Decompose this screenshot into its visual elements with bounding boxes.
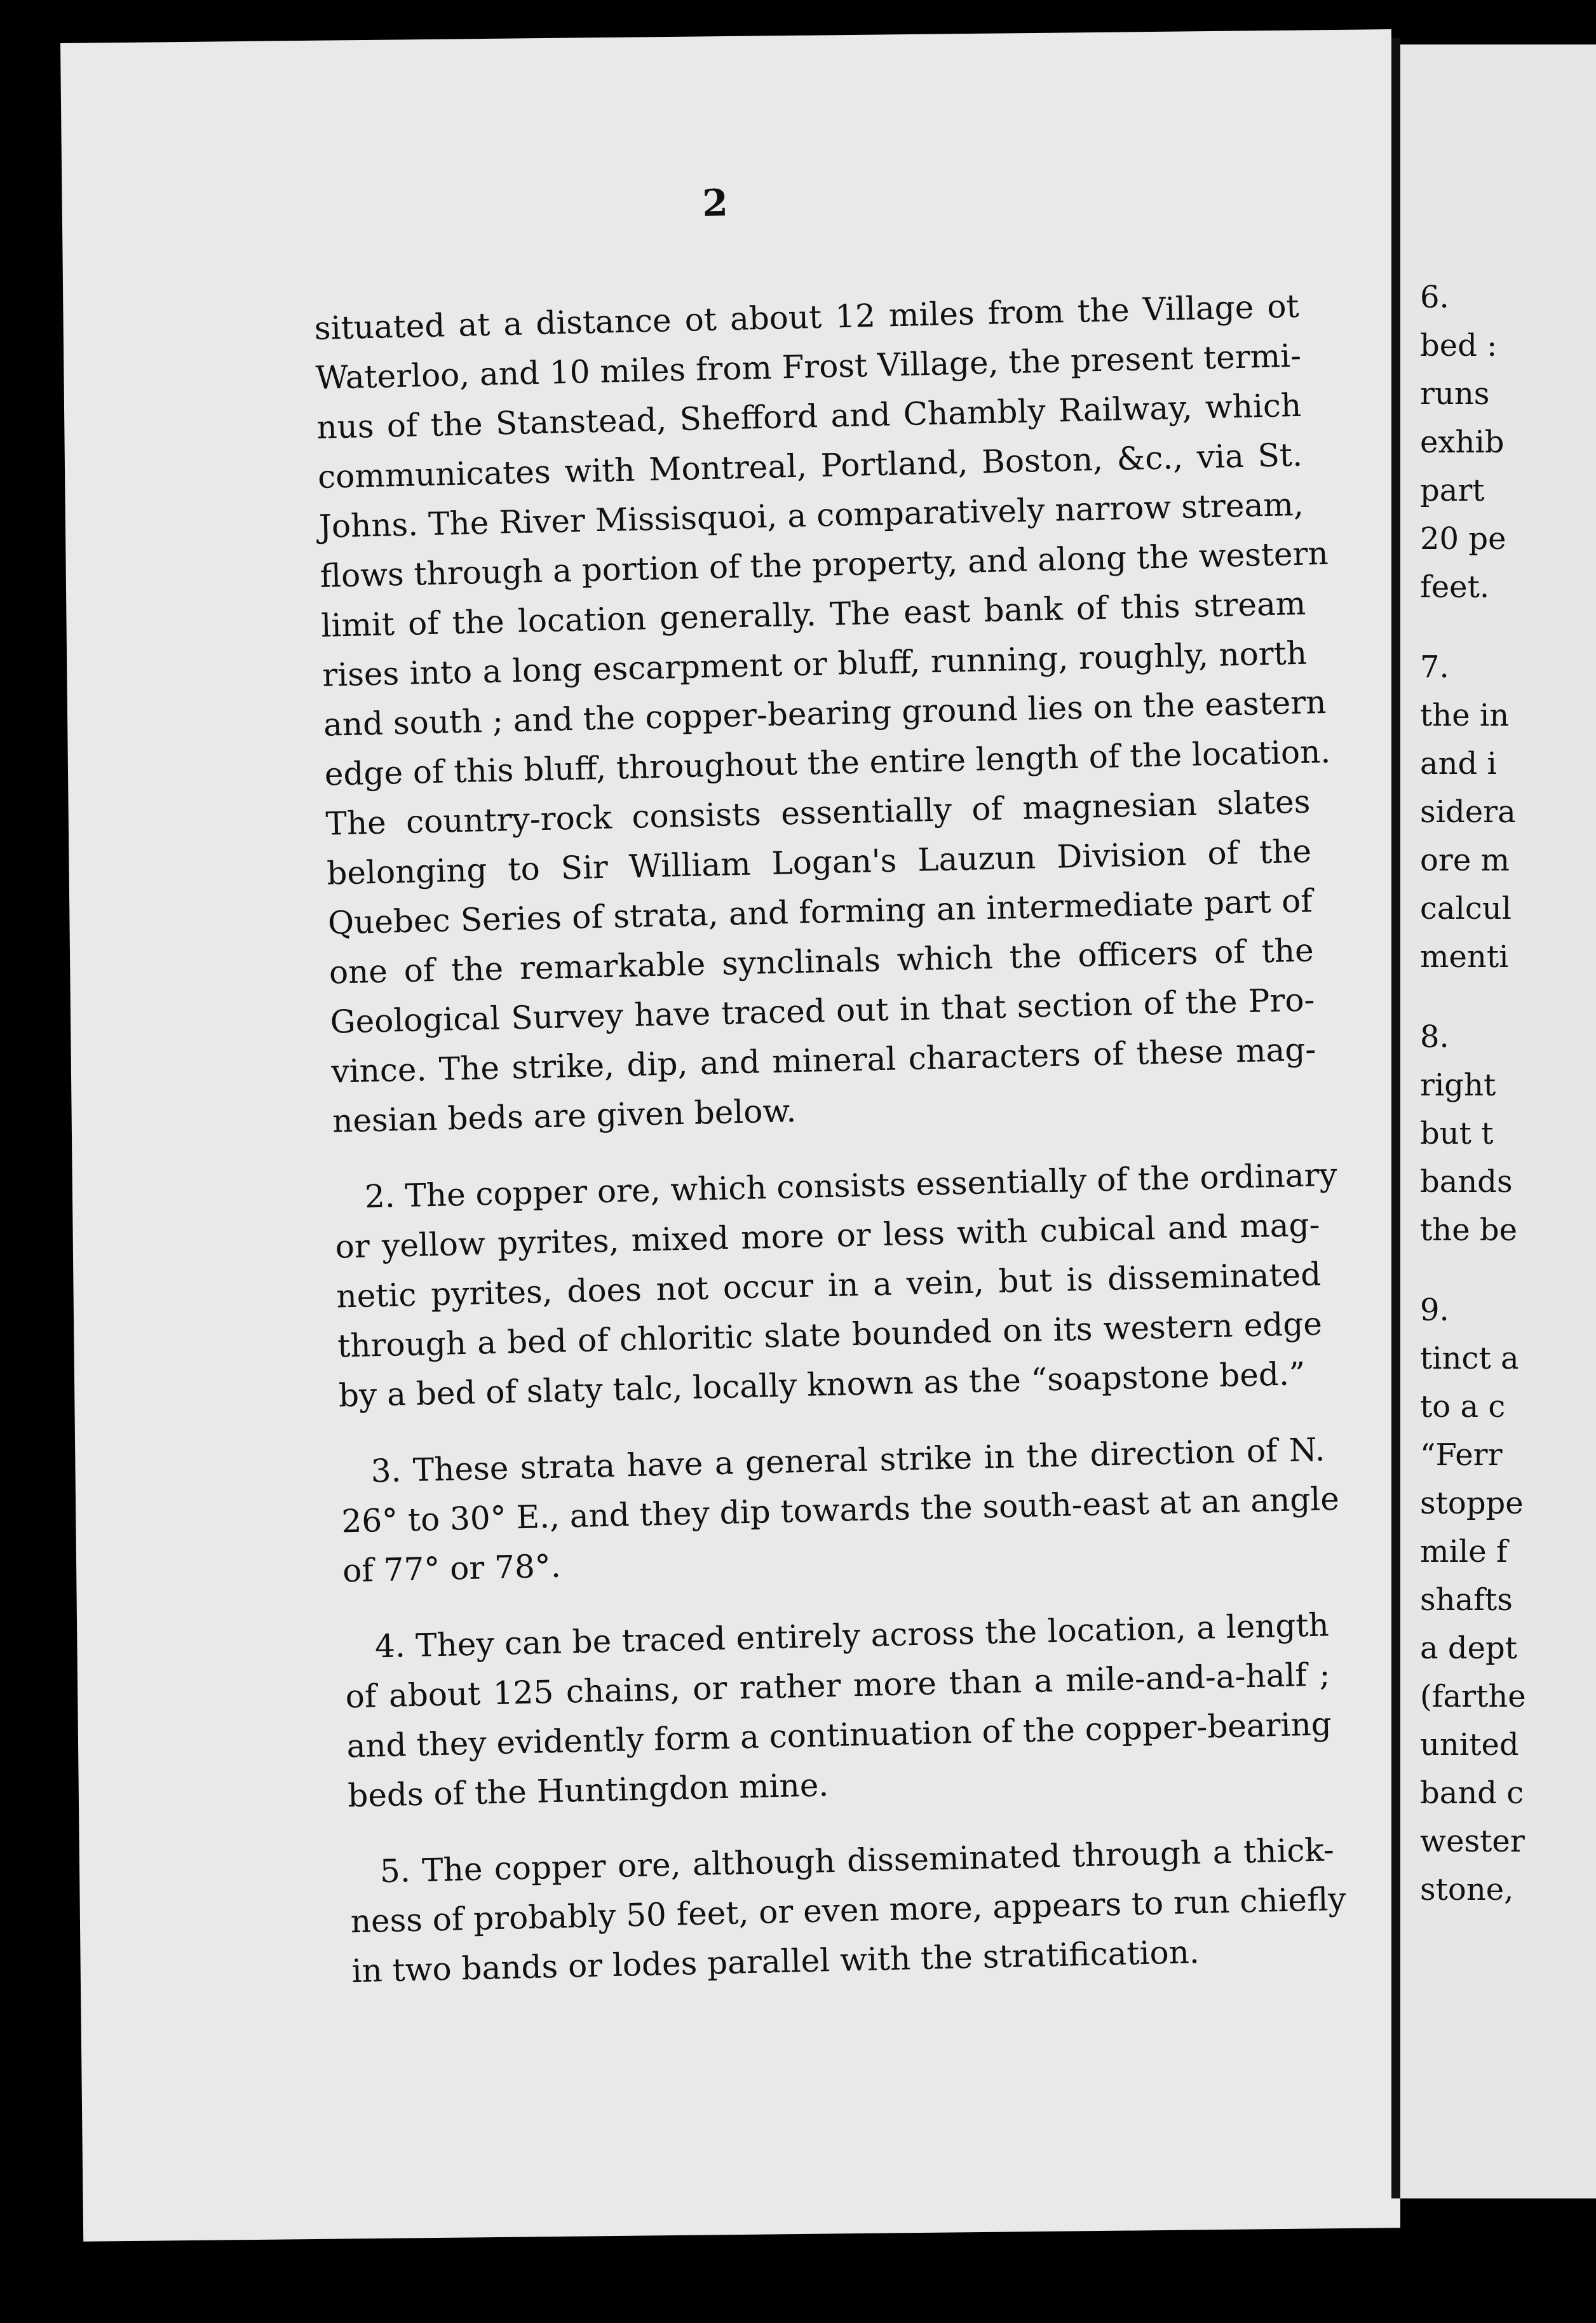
text-line: in two bands or lodes parallel with the stratification. — [351, 1934, 1200, 1990]
text-line: ness of probably 50 feet, or even more, appears to run chiefly — [350, 1880, 1347, 1940]
text-line: communicates with Montreal, Portland, Boston, &c., via St. — [317, 436, 1303, 496]
paragraph-5 — [349, 1825, 1347, 1996]
text-line: Quebec Series of strata, and forming an intermediate part of — [327, 882, 1313, 942]
text-line: through a bed of chloritic slate bounded on its western edge — [337, 1305, 1323, 1365]
text-line: 8. — [1420, 1019, 1449, 1055]
text-line: beds of the Huntingdon mine. — [347, 1766, 829, 1815]
text-line: stone, — [1420, 1872, 1514, 1907]
text-line: or yellow pyrites, mixed more or less with cubical and mag- — [335, 1206, 1320, 1266]
right-page-shadow — [1400, 2198, 1596, 2323]
text-line: of 77° or 78°. — [342, 1547, 562, 1590]
paragraph-1 — [314, 281, 1331, 1146]
right-page-text — [1420, 273, 1596, 1914]
text-line: Johns. The River Missisquoi, a comparatively narrow stream, — [318, 485, 1304, 545]
text-line: of about 125 chains, or rather more than a mile-and-a-half ; — [345, 1656, 1331, 1716]
text-line: by a bed of slaty talc, locally known as the “soapstone bed.” — [338, 1355, 1306, 1414]
text-line: exhib — [1420, 424, 1505, 460]
right-group-7 — [1420, 643, 1596, 981]
text-line: calcul — [1420, 891, 1511, 926]
text-line: and they evidently form a continuation of the copper-bearing — [346, 1705, 1332, 1765]
text-line: bands — [1420, 1164, 1513, 1200]
text-line: rises into a long escarpment or bluff, running, roughly, north — [321, 634, 1308, 694]
text-line: belonging to Sir William Logan's Lauzun Division of the — [326, 832, 1312, 892]
text-line: wester — [1420, 1824, 1525, 1859]
right-group-8 — [1420, 1013, 1596, 1254]
text-line: 2. The copper ore, which consists essentially of the ordinary — [364, 1156, 1338, 1216]
text-line: tinct a — [1420, 1341, 1519, 1376]
page-gutter — [1391, 38, 1400, 2198]
text-line: shafts — [1420, 1582, 1513, 1618]
text-line: edge of this bluff, throughout the entire length of the location. — [324, 733, 1331, 793]
text-line: a dept — [1420, 1630, 1518, 1666]
text-line: the in — [1420, 698, 1510, 733]
text-line: 20 pe — [1420, 521, 1506, 557]
text-line: but t — [1420, 1116, 1494, 1151]
text-line: 6. — [1420, 280, 1449, 315]
text-line: to a c — [1420, 1389, 1506, 1425]
right-group-9 — [1420, 1286, 1596, 1914]
text-line: Waterloo, and 10 miles from Frost Village, the present termi- — [315, 337, 1302, 396]
text-line: 7. — [1420, 649, 1449, 685]
left-page-text — [311, 168, 1347, 1996]
text-line: limit of the location generally. The east bank of this stream — [320, 585, 1306, 644]
text-line: menti — [1420, 939, 1509, 975]
text-line: and south ; and the copper-bearing ground lies on the eastern — [323, 683, 1327, 743]
paragraph-3 — [340, 1425, 1340, 1595]
text-line: netic pyrites, does not occur in a vein, but is disseminated — [335, 1256, 1322, 1315]
text-line: sidera — [1420, 794, 1516, 830]
paragraph-2 — [334, 1150, 1338, 1420]
text-line: 5. The copper ore, although disseminated through a thick- — [379, 1831, 1335, 1890]
text-line: nus of the Stanstead, Shefford and Chambly Railway, which — [316, 386, 1302, 446]
paragraph-4 — [344, 1600, 1333, 1820]
text-line: part — [1420, 473, 1485, 508]
text-line: united — [1420, 1727, 1519, 1763]
text-line: (farthe — [1420, 1679, 1526, 1714]
text-line: stoppe — [1420, 1486, 1524, 1521]
text-line: ore m — [1420, 843, 1510, 878]
text-line: nesian beds are given below. — [332, 1092, 797, 1140]
text-line: 26° to 30° E., and they dip towards the south-east at an angle — [341, 1480, 1340, 1540]
text-line: right — [1420, 1067, 1496, 1103]
right-group-6 — [1420, 273, 1596, 611]
text-line: feet. — [1420, 569, 1490, 605]
text-line: one of the remarkable synclinals which the officers of the — [328, 931, 1315, 991]
text-line: Geological Survey have traced out in that section of the Pro- — [330, 981, 1315, 1041]
text-line: band c — [1420, 1775, 1524, 1811]
text-line: situated at a distance ot about 12 miles from the Village ot — [314, 287, 1300, 347]
text-line: the be — [1420, 1212, 1517, 1248]
text-line: 3. These strata have a general strike in the direction of N. — [370, 1431, 1326, 1490]
page-number: 2 — [701, 181, 729, 226]
text-line: “Ferr — [1420, 1437, 1503, 1473]
text-line: The country-rock consists essentially of magnesian slates — [325, 783, 1311, 843]
text-line: runs — [1420, 376, 1490, 412]
text-line: 4. They can be traced entirely across the location, a length — [374, 1606, 1330, 1665]
text-line: mile f — [1420, 1534, 1508, 1569]
text-line: and i — [1420, 746, 1497, 782]
text-line: flows through a portion of the property, and along the western — [320, 534, 1329, 595]
text-line: 9. — [1420, 1292, 1449, 1328]
text-line: bed : — [1420, 328, 1498, 363]
text-line: vince. The strike, dip, and mineral characters of these mag- — [330, 1031, 1316, 1090]
